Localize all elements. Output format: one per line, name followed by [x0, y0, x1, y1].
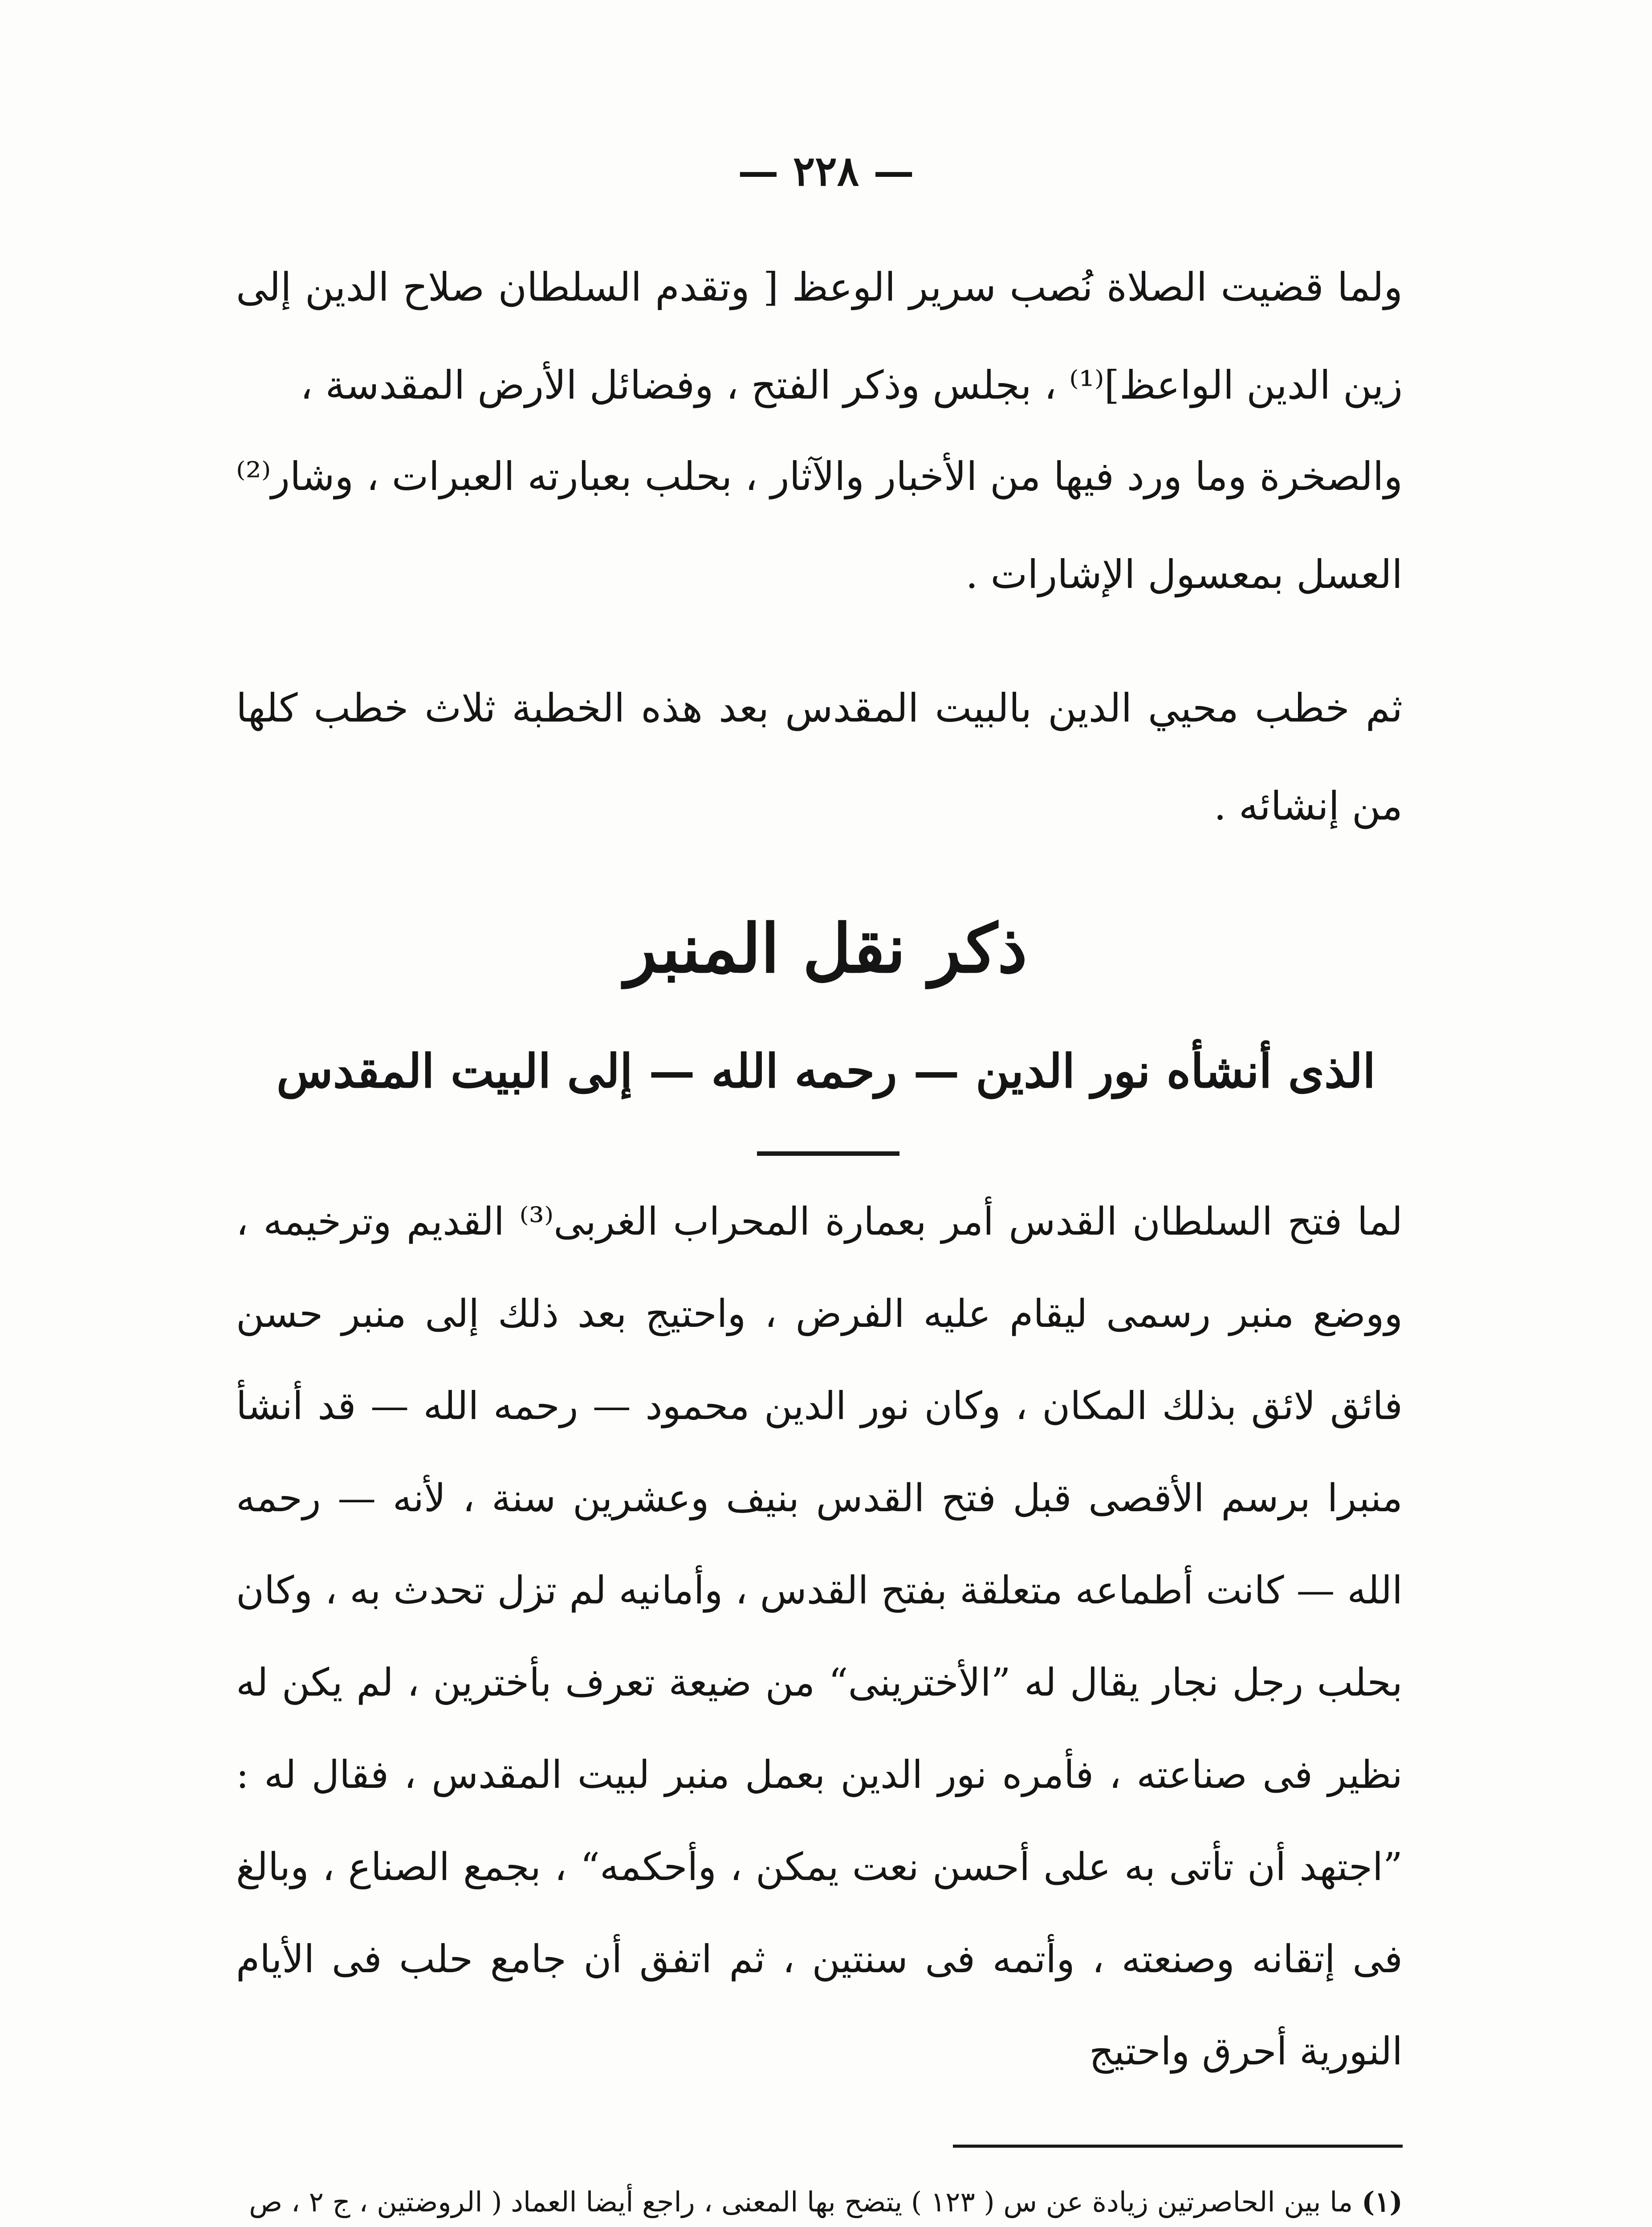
footnotes	[236, 2174, 1403, 2227]
paragraph-sermon: ولما قضيت الصلاة نُصب سرير الوعظ [ وتقدم السلطان صلاح الدين إلى زين الدين الواعظ]⁽¹⁾ ، بجلس وذكر الفتح ، وفضائل الأرض المقدسة ،	[236, 264, 1403, 408]
paragraph-rock: والصخرة وما ورد فيها من الأخبار والآثار ، بحلب بعبارته العبرات ، وشار⁽²⁾ العسل بمعسول الإشارات .	[236, 453, 1403, 597]
heading-divider	[757, 1151, 899, 1156]
footnote-divider	[953, 2145, 1403, 2148]
footnote-number: (١)	[1362, 2186, 1403, 2218]
section-heading: ذكر نقل المنبر	[624, 910, 1028, 988]
footnote-text: ما بين الحاصرتين زيادة عن س ( ١٢٣ ) يتضح بها المعنى ، راجع أيضا العماد ( الروضتين ، ج ٢ ، ص	[249, 2186, 1353, 2218]
section-subheading: الذى أنشأه نور الدين — رحمه الله — إلى البيت المقدس	[276, 1044, 1376, 1098]
page-number: — ٢٢٨ —	[737, 147, 915, 195]
body-paragraph: لما فتح السلطان القدس أمر بعمارة المحراب الغربى⁽³⁾ القديم وترخيمه ، ووضع منبر رسمى ليقام عليه الفرض ، واحتيج بعد ذلك إلى منبر حسن فائق لائق بذلك المكان ، وكان نور الدين محمود — رحمه الله — قد أنشأ منبرا برسم الأقصى قبل فتح القدس بنيف وعشرين سنة ، لأنه — رحمه الله — كانت أطماعه متعلقة بفتح القدس ، وأمانيه لم تزل تحدث به ، وكان بحلب رجل نجار يقال له ”الأخترينى“ من ضيعة تعرف بأخترين ، لم يكن له نظير فى صناعته ، فأمره نور الدين بعمل منبر لبيت المقدس ، فقال له : ”اجتهد أن تأتى به على أحسن نعت يمكن ، وأحكمه“ ، بجمع الصناع ، وبالغ فى إتقانه وصنعته ، وأتمه فى سنتين ، ثم اتفق أن جامع حلب فى الأيام النورية أحرق واحتيج	[236, 1199, 1403, 2074]
paragraph-sermons: ثم خطب محيي الدين بالبيت المقدس بعد هذه الخطبة ثلاث خطب كلها من إنشائه .	[236, 685, 1403, 829]
footnote	[236, 2174, 1403, 2227]
